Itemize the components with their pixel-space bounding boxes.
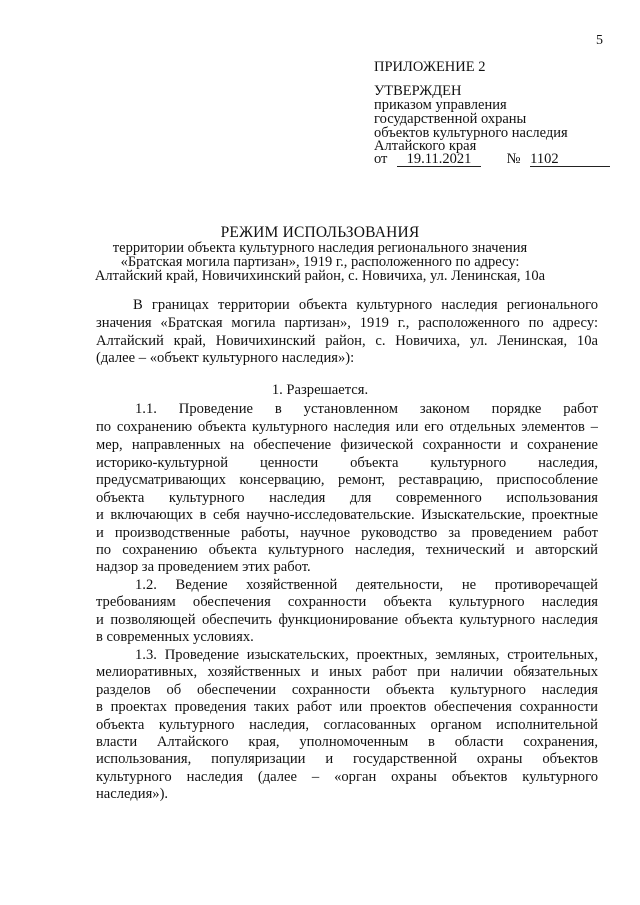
approval-number: 1102 (530, 152, 610, 167)
approval-line-1: приказом управления (374, 97, 507, 113)
clause-1-3-line-4: в проектах проведения таких работ или проектов обеспечения сохранности (96, 699, 598, 715)
clause-1-3-line-8: культурного наследия (далее – «орган охраны объектов культурного (96, 769, 598, 785)
clause-1-3-line-3: разделов об обеспечении сохранности объекта культурного наследия (96, 682, 598, 698)
clause-1-1-line-3: мер, направленных на обеспечение физической сохранности и сохранение (96, 437, 598, 453)
clause-1-3-line-2: мелиоративных, хозяйственных и иных работ при наличии обязательных (96, 664, 598, 680)
clause-1-3-line-9: наследия»). (96, 786, 169, 802)
clause-1-1-line-9: по сохранению объекта культурного наследия, технический и авторский (96, 542, 598, 558)
approval-line-3: объектов культурного наследия (374, 125, 568, 141)
document-title: РЕЖИМ ИСПОЛЬЗОВАНИЯ (220, 224, 420, 241)
clause-1-1-line-5: предусматривающих консервацию, ремонт, реставрацию, приспособление (96, 472, 598, 488)
approved-heading: УТВЕРЖДЕН (374, 83, 462, 99)
clause-1-2-line-2: требованиям обеспечения сохранности объекта культурного наследия (96, 594, 598, 610)
intro-line-1: В границах территории объекта культурного наследия регионального (133, 297, 598, 313)
clause-1-3-line-5: объекта культурного наследия, согласованных органом исполнительной (96, 717, 598, 733)
clause-1-1-line-7: и включающих в себя научно-исследовательские. Изыскательские, проектные (96, 507, 598, 523)
clause-1-2-line-1: 1.2. Ведение хозяйственной деятельности, не противоречащей (135, 577, 598, 593)
subtitle-line-3: Алтайский край, Новичихинский район, с. Новичиха, ул. Ленинская, 10а (94, 268, 546, 284)
clause-1-1-line-2: по сохранению объекта культурного наследия или его отдельных элементов – (96, 419, 598, 435)
clause-1-3-line-7: использования, популяризации и государственной охраны объектов (96, 751, 598, 767)
clause-1-1-line-8: и производственные работы, научное руководство за проведением работ (96, 525, 598, 541)
intro-line-3: Алтайский край, Новичихинский район, с. Новичиха, ул. Ленинская, 10а (96, 333, 598, 349)
section-heading: 1. Разрешается. (271, 382, 369, 398)
clause-1-2-line-4: в современных условиях. (96, 629, 254, 645)
clause-1-2-line-3: и позволяющей обеспечить функционирование объекта культурного наследия (96, 612, 598, 628)
clause-1-1-line-6: объекта культурного наследия для современного использования (96, 490, 598, 506)
approval-date-row (374, 151, 610, 168)
date-prefix: от (374, 151, 388, 167)
clause-1-1-line-4: историко-культурной ценности объекта культурного наследия, (96, 455, 598, 471)
clause-1-3-line-6: власти Алтайского края, уполномоченным в области сохранения, (96, 734, 598, 750)
clause-1-1-line-10: надзор за проведением этих работ. (96, 559, 311, 575)
intro-line-2: значения «Братская могила партизан», 1919 г., расположенного по адресу: (96, 315, 598, 331)
clause-1-3-line-1: 1.3. Проведение изыскательских, проектных, земляных, строительных, (135, 647, 598, 663)
approval-date: 19.11.2021 (397, 152, 481, 167)
subtitle-line-2: «Братская могила партизан», 1919 г., расположенного по адресу: (120, 254, 520, 270)
number-sign: № (506, 151, 521, 167)
intro-line-4: (далее – «объект культурного наследия»): (96, 350, 355, 366)
page-number: 5 (596, 33, 603, 48)
appendix-label: ПРИЛОЖЕНИЕ 2 (374, 59, 486, 75)
approval-line-2: государственной охраны (374, 111, 527, 127)
clause-1-1-line-1: 1.1. Проведение в установленном законом порядке работ (135, 401, 598, 417)
subtitle-line-1: территории объекта культурного наследия регионального значения (112, 240, 528, 256)
approval-line-4: Алтайского края (374, 138, 477, 154)
